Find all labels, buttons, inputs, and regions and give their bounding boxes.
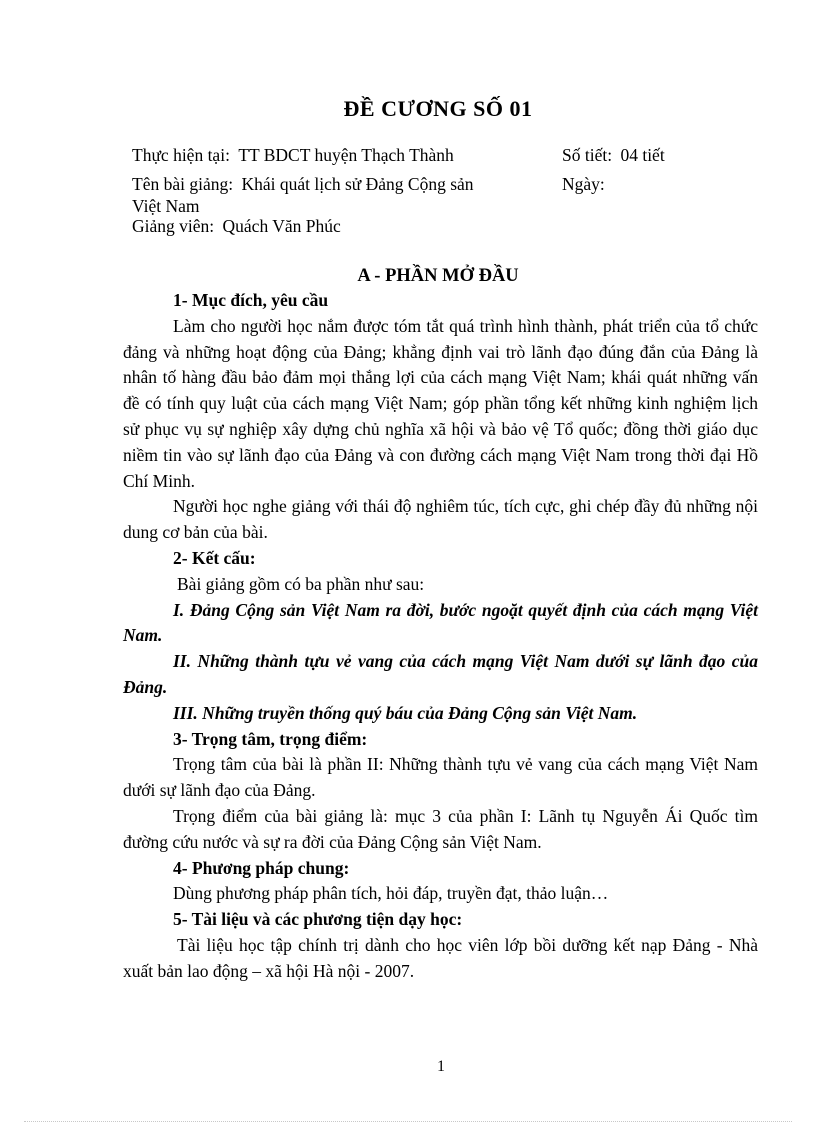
heading-1: 1- Mục đích, yêu cầu (173, 290, 329, 310)
info-periods (562, 144, 665, 166)
heading-5: 5- Tài liệu và các phương tiện dạy học: (173, 909, 463, 930)
info-date (562, 173, 605, 195)
periods-label: Số tiết: (562, 145, 613, 165)
heading-4: 4- Phương pháp chung: (173, 857, 350, 878)
info-lecture (132, 173, 532, 217)
heading-2: 2- Kết cấu: (173, 547, 256, 568)
paragraph: Trọng điểm của bài giảng là: mục 3 của phần I: Lãnh tụ Nguyễn Ái Quốc tìm đường cứu nước và sự ra đời của Đảng Cộng sản Việt Nam. (123, 805, 758, 852)
location-value: TT BDCT huyện Thạch Thành (238, 145, 454, 165)
part-item: II. Những thành tựu vẻ vang của cách mạng Việt Nam dưới sự lãnh đạo của Đảng. (123, 651, 758, 697)
paragraph: Người học nghe giảng với thái độ nghiêm túc, tích cực, ghi chép đầy đủ những nội dung cơ bản của bài. (123, 496, 758, 543)
teacher-label: Giảng viên: (132, 216, 215, 236)
periods-value: 04 tiết (620, 145, 665, 165)
section-a-title: A - PHẦN MỞ ĐẦU (357, 266, 519, 286)
page-number: 1 (437, 1058, 445, 1075)
heading-3: 3- Trọng tâm, trọng điểm: (173, 728, 368, 749)
info-location (132, 144, 454, 166)
paragraph: Trọng tâm của bài là phần II: Những thành tựu vẻ vang của cách mạng Việt Nam dưới sự lãnh đạo của Đảng. (123, 754, 758, 801)
location-label: Thực hiện tại: (132, 145, 230, 165)
info-teacher (132, 215, 341, 237)
section-a-body (123, 288, 758, 985)
paragraph: Dùng phương pháp phân tích, hỏi đáp, truyền đạt, thảo luận… (173, 883, 609, 904)
paragraph: Làm cho người học nắm được tóm tắt quá trình hình thành, phát triển của tổ chức đảng và những hoạt động của Đảng; khẳng định vai trò lãnh đạo đúng đắn của Đảng là nhân tố hàng đầu bảo đảm mọi thắng lợi của cách mạng Việt Nam; khái quát những vấn đề có tính quy luật của cách mạng Việt Nam; góp phần tổng kết những kinh nghiệm lịch sử phục vụ sự nghiệp xây dựng chủ nghĩa xã hội và bảo vệ Tổ quốc; đồng thời giáo dục niềm tin vào sự lãnh đạo của Đảng và con đường cách mạng Việt Nam trong thời đại Hồ Chí Minh. (123, 315, 758, 491)
lecture-value-line2: Việt Nam (132, 196, 200, 216)
part-item: III. Những truyền thống quý báu của Đảng Cộng sản Việt Nam. (173, 702, 638, 723)
teacher-value: Quách Văn Phúc (222, 216, 341, 236)
paragraph: Tài liệu học tập chính trị dành cho học viên lớp bồi dưỡng kết nạp Đảng - Nhà xuất bản lao động – xã hội Hà nội - 2007. (123, 934, 758, 981)
lecture-value-line1: Khái quát lịch sử Đảng Cộng sản (241, 174, 474, 194)
page-boundary-line (24, 1121, 792, 1122)
lecture-label: Tên bài giảng: (132, 174, 234, 194)
document-title: ĐỀ CƯƠNG SỐ 01 (343, 96, 533, 121)
part-item: I. Đảng Cộng sản Việt Nam ra đời, bước ngoặt quyết định của cách mạng Việt Nam. (123, 599, 758, 646)
paragraph: Bài giảng gồm có ba phần như sau: (177, 573, 425, 594)
date-label: Ngày: (562, 174, 605, 194)
